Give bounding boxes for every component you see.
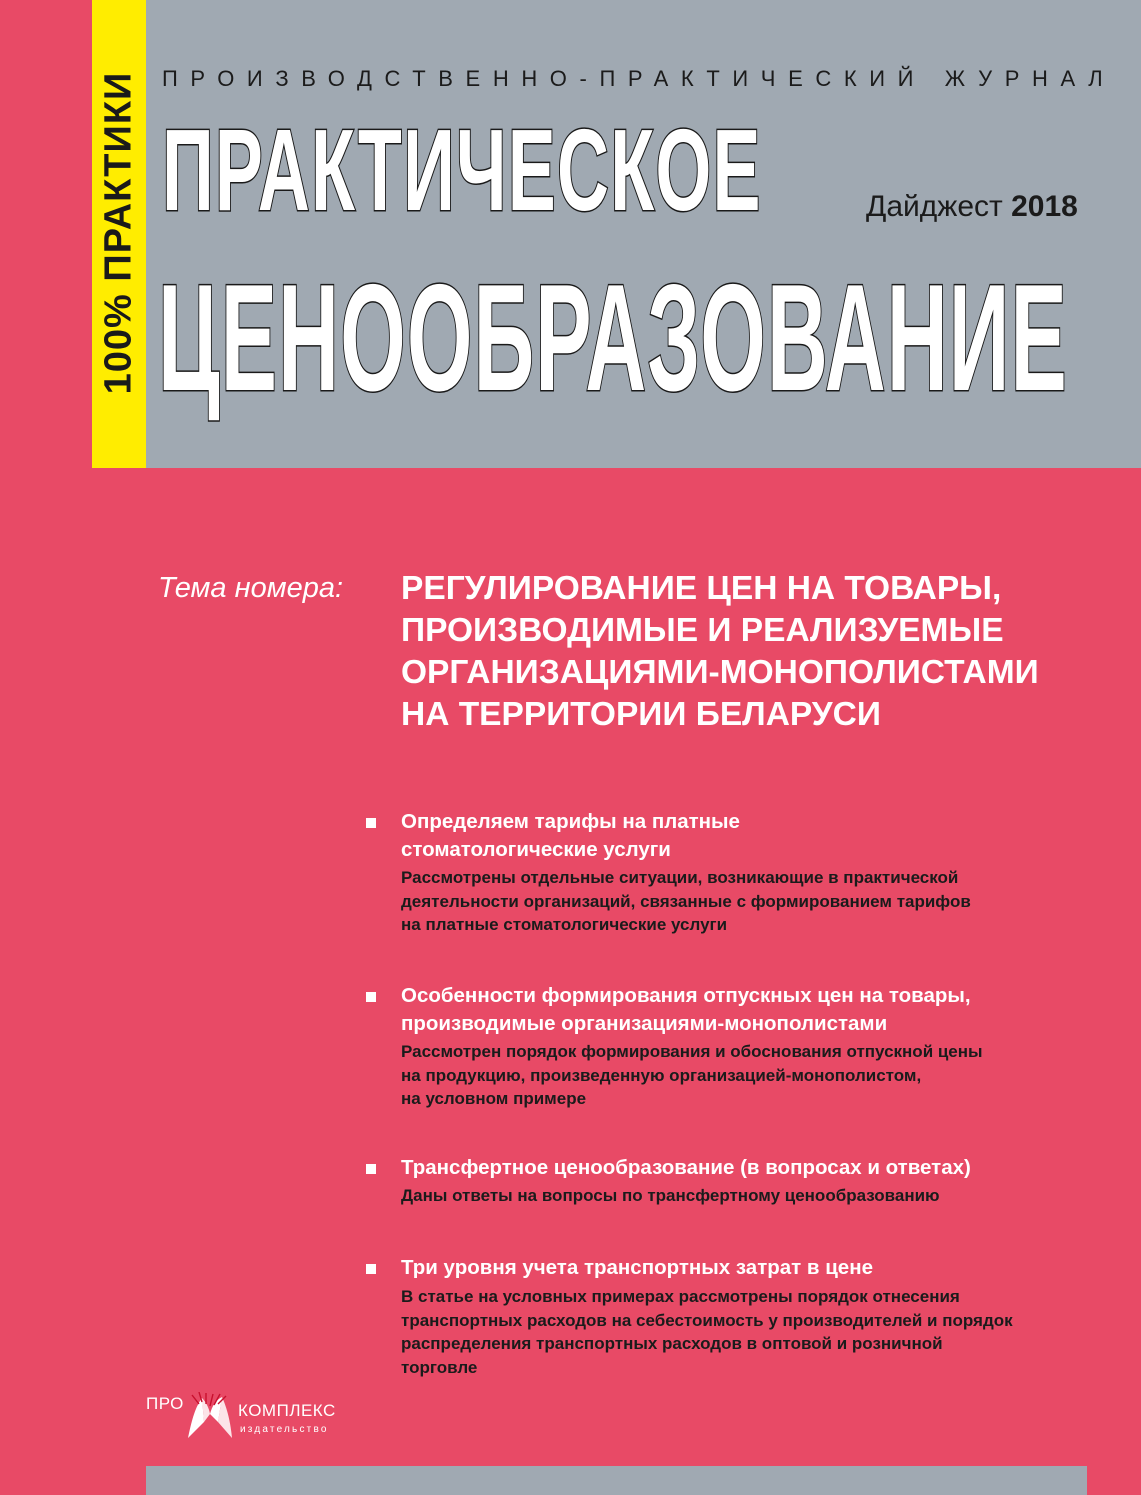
publisher-pro: ПРО [146, 1394, 184, 1413]
article-title [401, 1154, 971, 1182]
theme-label: Тема номера: [158, 572, 344, 604]
theme-title-line: ОРГАНИЗАЦИЯМИ-МОНОПОЛИСТАМИ [401, 654, 1039, 691]
theme-title-line: ПРОИЗВОДИМЫЕ И РЕАЛИЗУЕМЫЕ [401, 612, 1004, 649]
article-desc-line: деятельности организаций, связанные с формированием тарифов [401, 891, 971, 911]
digest-label [866, 190, 1078, 224]
article-title-line: производимые организациями-монополистами [401, 1012, 888, 1035]
journal-title-line-1: ПРАКТИЧЕСКОЕ [162, 105, 762, 235]
bullet-icon [366, 1164, 376, 1174]
bullet-icon [366, 1264, 376, 1274]
publisher-name: КОМПЛЕКС [238, 1401, 336, 1420]
article-desc-line: В статье на условных примерах рассмотрены порядок отнесения [401, 1287, 960, 1306]
journal-kicker: ПРОИЗВОДСТВЕННО-ПРАКТИЧЕСКИЙ ЖУРНАЛ [162, 66, 1116, 91]
masthead [0, 0, 1141, 468]
publisher-logo [146, 1392, 356, 1444]
theme-title-line: РЕГУЛИРОВАНИЕ ЦЕН НА ТОВАРЫ, [401, 570, 1002, 607]
article-title [401, 808, 740, 864]
article-desc-line: Даны ответы на вопросы по трансфертному ценообразованию [401, 1186, 940, 1205]
article-desc-line: на продукцию, произведенную организацией-монополистом, [401, 1065, 922, 1085]
article-title-line: Особенности формирования отпускных цен на товары, [401, 984, 971, 1007]
article-desc-line: транспортных расходов на себестоимость у производителей и порядок [401, 1310, 1013, 1330]
article-desc-line: торговле [401, 1357, 478, 1377]
article-description [401, 866, 971, 937]
digest-year: 2018 [1011, 190, 1078, 223]
journal-title-line-2: ЦЕНООБРАЗОВАНИЕ [158, 253, 1068, 423]
publisher-sub: издательство [240, 1424, 329, 1435]
theme-title-line: НА ТЕРРИТОРИИ БЕЛАРУСИ [401, 696, 881, 733]
article-title [401, 982, 971, 1038]
article-title-line: Определяем тарифы на платные [401, 810, 740, 833]
article-desc-line: на платные стоматологические услуги [401, 915, 728, 934]
bottom-gray-bar [146, 1466, 1087, 1495]
article-title [401, 1254, 873, 1282]
theme-title [401, 568, 1101, 736]
side-banner-text: 100% ПРАКТИКИ [97, 71, 140, 395]
article-title-line: Трансфертное ценообразование (в вопросах и ответах) [401, 1156, 971, 1179]
article-desc-line: Рассмотрены отдельные ситуации, возникающие в практической [401, 868, 959, 887]
article-description [401, 1040, 983, 1111]
article-desc-line: на условном примере [401, 1089, 587, 1108]
digest-word: Дайджест [866, 190, 1003, 223]
article-title-line: Три уровня учета транспортных затрат в цене [401, 1256, 873, 1279]
bullet-icon [366, 992, 376, 1002]
article-description [401, 1184, 940, 1208]
article-desc-line: Рассмотрен порядок формирования и обоснования отпускной цены [401, 1042, 983, 1061]
article-title-line: стоматологические услуги [401, 838, 671, 861]
article-description [401, 1285, 1013, 1379]
book-logo-icon [182, 1392, 238, 1442]
bullet-icon [366, 818, 376, 828]
article-desc-line: распределения транспортных расходов в оптовой и розничной [401, 1334, 943, 1353]
